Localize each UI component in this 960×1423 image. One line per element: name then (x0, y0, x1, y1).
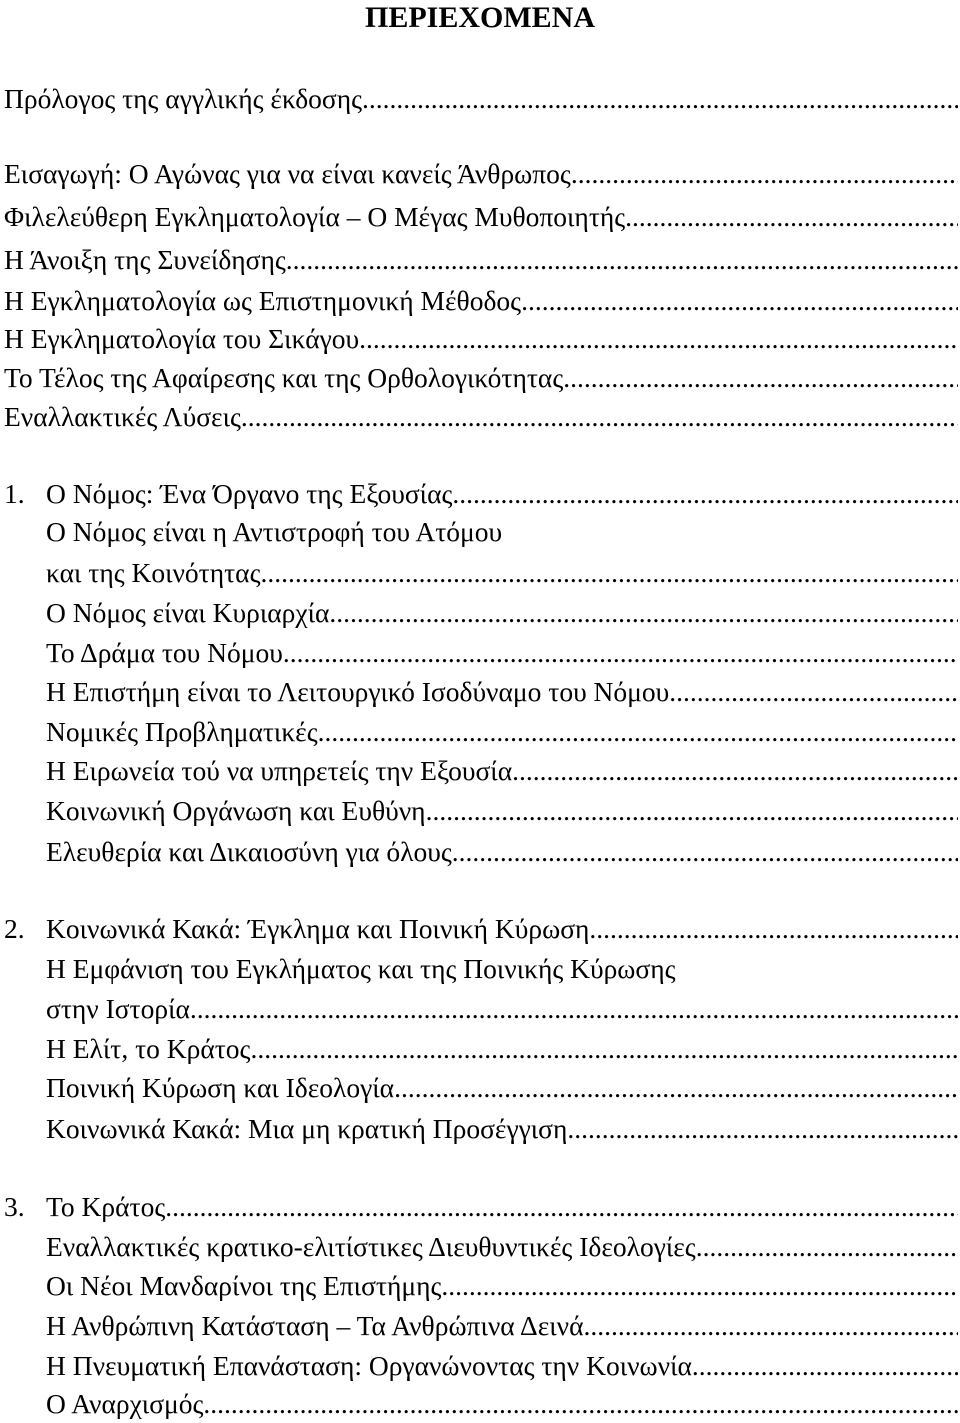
toc-entry[interactable] (0, 1347, 958, 1385)
toc-entry-label: Ο Νόμος είναι η Αντιστροφή του Ατόμου (46, 516, 503, 547)
toc-entry-label: Η Εμφάνιση του Εγκλήματος και της Ποινικής Κύρωσης (46, 953, 676, 984)
toc-entry[interactable] (0, 359, 958, 397)
toc-entry[interactable] (0, 1030, 958, 1068)
toc-entry-label: Η Εγκληματολογία ως Επιστημονική Μέθοδος ..... (4, 282, 958, 320)
chapter-title: Το Κράτος ..... (46, 1188, 958, 1226)
chapter-number: 3. (4, 1191, 25, 1222)
toc-entry[interactable] (0, 513, 958, 551)
toc-entry-label: Η Εγκληματολογία του Σικάγου ..... (4, 320, 958, 358)
toc-chapter-3[interactable] (0, 1188, 958, 1226)
toc-entry-label: Νομικές Προβληματικές ..... (46, 713, 958, 751)
toc-entry[interactable] (0, 198, 958, 236)
toc-entry-label: Κοινωνική Οργάνωση και Ευθύνη ..... (46, 792, 958, 830)
toc-entry-label: Εναλλακτικές κρατικο-ελιτίστικες Διευθυντικές Ιδεολογίες ..... (46, 1228, 958, 1266)
toc-entry[interactable] (0, 792, 958, 830)
toc-entry[interactable] (0, 241, 958, 279)
toc-entry-label: Η Πνευματική Επανάσταση: Οργανώνοντας την Κοινωνία ..... (46, 1347, 958, 1385)
toc-entry[interactable] (0, 833, 958, 871)
toc-entry-label: Οι Νέοι Μανδαρίνοι της Επιστήμης ..... (46, 1267, 958, 1305)
toc-entry-label: Ελευθερία και Δικαιοσύνη για όλους ..... (46, 833, 958, 871)
toc-entry[interactable] (0, 990, 958, 1028)
chapter-title: Ο Νόμος: Ένα Όργανο της Εξουσίας ..... (46, 475, 958, 513)
page-title: ΠΕΡΙΕΧΟΜΕΝΑ (364, 1, 595, 34)
toc-entry[interactable] (0, 950, 958, 988)
toc-entry[interactable] (0, 1228, 958, 1266)
toc-entry-label: Ποινική Κύρωση και Ιδεολογία ..... (46, 1069, 958, 1107)
chapter-title: Κοινωνικά Κακά: Έγκλημα και Ποινική Κύρωση ..... (46, 910, 958, 948)
toc-entry-introduction[interactable] (0, 155, 958, 193)
toc-entry-label: Πρόλογος της αγγλικής έκδοσης ..... (4, 80, 958, 118)
toc-entry-label: Εισαγωγή: Ο Αγώνας για να είναι κανείς Άνθρωπος ..... (4, 155, 958, 193)
chapter-number: 2. (4, 913, 25, 944)
toc-entry[interactable] (0, 713, 958, 751)
toc-entry-label: Κοινωνικά Κακά: Μια μη κρατική Προσέγγιση ..... (46, 1110, 958, 1148)
toc-entry[interactable] (0, 320, 958, 358)
toc-entry[interactable] (0, 634, 958, 672)
toc-chapter-2[interactable] (0, 910, 958, 948)
toc-entry-label: Η Ανθρώπινη Κατάσταση – Τα Ανθρώπινα Δεινά ..... (46, 1307, 958, 1345)
toc-entry[interactable] (0, 1385, 958, 1423)
toc-entry-label: Η Ελίτ, το Κράτος ..... (46, 1030, 958, 1068)
toc-entry-label: Η Άνοιξη της Συνείδησης ..... (4, 241, 958, 279)
toc-entry-label: Εναλλακτικές Λύσεις ..... (4, 398, 958, 436)
toc-entry[interactable] (0, 554, 958, 592)
toc-entry[interactable] (0, 752, 958, 790)
toc-entry-label: Η Επιστήμη είναι το Λειτουργικό Ισοδύναμο του Νόμου ..... (46, 673, 958, 711)
toc-entry-label: Ο Αναρχισμός ..... (46, 1385, 958, 1423)
toc-entry-label: και της Κοινότητας ..... (46, 554, 958, 592)
toc-entry-label: Η Ειρωνεία τού να υπηρετείς την Εξουσία ..... (46, 752, 958, 790)
toc-entry[interactable] (0, 282, 958, 320)
toc-entry[interactable] (0, 1069, 958, 1107)
toc-entry-label: Το Τέλος της Αφαίρεσης και της Ορθολογικότητας ..... (4, 359, 958, 397)
toc-entry-label: Το Δράμα του Νόμου ..... (46, 634, 958, 672)
toc-entry[interactable] (0, 1307, 958, 1345)
toc-entry[interactable] (0, 594, 958, 632)
toc-entry[interactable] (0, 1110, 958, 1148)
toc-entry-prologue[interactable] (0, 80, 958, 118)
toc-entry-label: Φιλελεύθερη Εγκληματολογία – Ο Μέγας Μυθοποιητής ..... (4, 198, 958, 236)
toc-entry-label: Ο Νόμος είναι Κυριαρχία ..... (46, 594, 958, 632)
toc-entry[interactable] (0, 1267, 958, 1305)
toc-entry-label: στην Ιστορία ..... (46, 990, 958, 1028)
toc-entry[interactable] (0, 398, 958, 436)
toc-chapter-1[interactable] (0, 475, 958, 513)
toc-entry[interactable] (0, 673, 958, 711)
chapter-number: 1. (4, 478, 25, 509)
